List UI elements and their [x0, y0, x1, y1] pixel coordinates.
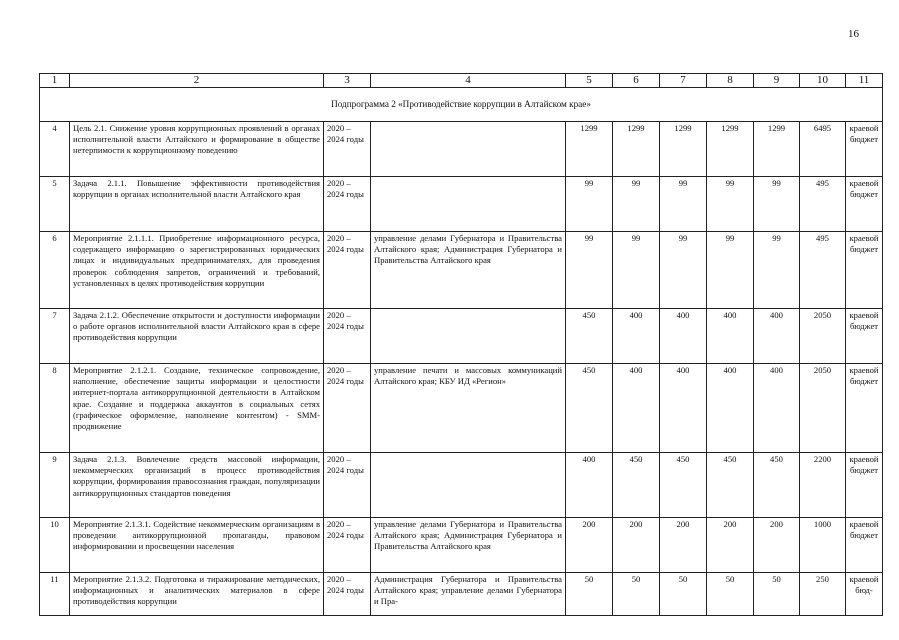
value-2020: 400 — [566, 453, 613, 518]
value-2020: 99 — [566, 232, 613, 309]
table-row — [40, 122, 883, 177]
row-executor — [371, 453, 566, 518]
row-executor: управление печати и массовых коммуникаций Алтайского края; КБУ ИД «Регион» — [371, 364, 566, 453]
row-source: краевой бюджет — [846, 232, 883, 309]
value-total: 250 — [800, 573, 846, 616]
value-2021: 200 — [613, 518, 660, 573]
value-total: 495 — [800, 232, 846, 309]
value-2023: 99 — [707, 232, 754, 309]
row-source: краевой бюджет — [846, 453, 883, 518]
row-source: краевой бюджет — [846, 122, 883, 177]
row-number: 9 — [40, 453, 70, 518]
value-2024: 400 — [754, 309, 800, 364]
value-total: 2050 — [800, 309, 846, 364]
value-2020: 450 — [566, 364, 613, 453]
table-row — [40, 453, 883, 518]
header-cell: 2 — [70, 74, 324, 88]
row-name: Мероприятие 2.1.1.1. Приобретение информационного ресурса, содержащего информацию о зарегистрированных юридических лицах и индивидуальных предпринимателях, для проведения проверок соблюдения запретов, ограничений и требований, установленных в целях противодействия коррупции — [70, 232, 324, 309]
value-2021: 99 — [613, 232, 660, 309]
row-number: 7 — [40, 309, 70, 364]
row-name: Мероприятие 2.1.3.1. Содействие некоммерческим организациям в проведении антикоррупционной пропаганды, правовом информировании и просвещении населения — [70, 518, 324, 573]
row-number: 6 — [40, 232, 70, 309]
row-executor: управление делами Губернатора и Правительства Алтайского края; Администрация Губернатора и Правительства Алтайского края — [371, 232, 566, 309]
value-2024: 200 — [754, 518, 800, 573]
row-source: краевой бюджет — [846, 364, 883, 453]
value-2022: 400 — [660, 309, 707, 364]
program-table — [39, 73, 883, 616]
value-2020: 200 — [566, 518, 613, 573]
row-name: Мероприятие 2.1.3.2. Подготовка и тиражирование методических, информационных и аналитических материалов в сфере противодействия коррупции — [70, 573, 324, 616]
value-total: 1000 — [800, 518, 846, 573]
header-cell: 11 — [846, 74, 883, 88]
row-years: 2020 – 2024 годы — [324, 453, 371, 518]
value-2020: 450 — [566, 309, 613, 364]
value-2022: 400 — [660, 364, 707, 453]
row-name: Мероприятие 2.1.2.1. Создание, техническое сопровождение, наполнение, обеспечение защиты информации и целостности интернет-портала антикоррупционной деятельности в Алтайском крае. Создание и поддержка аккаунтов в социальных сетях (графическое оформление, наполнение контентом) - SMM-продвижение — [70, 364, 324, 453]
value-2023: 99 — [707, 177, 754, 232]
row-source: краевой бюджет — [846, 518, 883, 573]
row-number: 8 — [40, 364, 70, 453]
value-2021: 450 — [613, 453, 660, 518]
row-number: 5 — [40, 177, 70, 232]
value-2024: 400 — [754, 364, 800, 453]
value-2024: 99 — [754, 177, 800, 232]
value-2020: 99 — [566, 177, 613, 232]
value-2022: 99 — [660, 232, 707, 309]
value-2023: 400 — [707, 364, 754, 453]
value-2020: 50 — [566, 573, 613, 616]
header-cell: 7 — [660, 74, 707, 88]
value-2023: 1299 — [707, 122, 754, 177]
header-cell: 9 — [754, 74, 800, 88]
value-2023: 450 — [707, 453, 754, 518]
table-row — [40, 364, 883, 453]
row-executor: Администрация Губернатора и Правительства Алтайского края; управление делами Губернатора и Пра- — [371, 573, 566, 616]
row-source: краевой бюджет — [846, 177, 883, 232]
row-name: Цель 2.1. Снижение уровня коррупционных проявлений в органах исполнительной власти Алтайского и формирование в обществе нетерпимости к коррупционному поведению — [70, 122, 324, 177]
row-years: 2020 – 2024 годы — [324, 518, 371, 573]
value-2021: 99 — [613, 177, 660, 232]
value-total: 495 — [800, 177, 846, 232]
row-source: краевой бюджет — [846, 309, 883, 364]
header-row — [40, 74, 883, 88]
value-2021: 400 — [613, 364, 660, 453]
subprogram-row — [40, 88, 883, 122]
row-years: 2020 – 2024 годы — [324, 122, 371, 177]
table-row — [40, 232, 883, 309]
row-name: Задача 2.1.3. Вовлечение средств массовой информации, некоммерческих организаций в процесс противодействия коррупции, формирования правосознания граждан, популяризации антикоррупционных стандартов поведения — [70, 453, 324, 518]
value-total: 2050 — [800, 364, 846, 453]
value-2022: 450 — [660, 453, 707, 518]
value-2021: 50 — [613, 573, 660, 616]
page-number: 16 — [848, 28, 859, 40]
header-cell: 6 — [613, 74, 660, 88]
row-name: Задача 2.1.1. Повышение эффективности противодействия коррупции в органах исполнительной власти Алтайского края — [70, 177, 324, 232]
value-2022: 200 — [660, 518, 707, 573]
row-executor: управление делами Губернатора и Правительства Алтайского края; Администрация Губернатора и Правительства Алтайского края — [371, 518, 566, 573]
row-executor — [371, 309, 566, 364]
table-row — [40, 573, 883, 616]
table-row — [40, 518, 883, 573]
row-number: 4 — [40, 122, 70, 177]
value-2022: 1299 — [660, 122, 707, 177]
row-years: 2020 – 2024 годы — [324, 177, 371, 232]
value-2023: 400 — [707, 309, 754, 364]
header-cell: 10 — [800, 74, 846, 88]
header-cell: 8 — [707, 74, 754, 88]
row-years: 2020 – 2024 годы — [324, 309, 371, 364]
row-executor — [371, 122, 566, 177]
row-name: Задача 2.1.2. Обеспечение открытости и доступности информации о работе органов исполнительной власти Алтайского края в сфере противодействия коррупции — [70, 309, 324, 364]
row-executor — [371, 177, 566, 232]
header-cell: 4 — [371, 74, 566, 88]
value-total: 6495 — [800, 122, 846, 177]
header-cell: 5 — [566, 74, 613, 88]
value-2022: 99 — [660, 177, 707, 232]
table-row — [40, 177, 883, 232]
value-2023: 200 — [707, 518, 754, 573]
value-2024: 50 — [754, 573, 800, 616]
row-years: 2020 – 2024 годы — [324, 232, 371, 309]
value-2024: 99 — [754, 232, 800, 309]
header-cell: 1 — [40, 74, 70, 88]
value-2022: 50 — [660, 573, 707, 616]
row-number: 11 — [40, 573, 70, 616]
value-2021: 400 — [613, 309, 660, 364]
row-years: 2020 – 2024 годы — [324, 364, 371, 453]
value-2024: 450 — [754, 453, 800, 518]
value-2023: 50 — [707, 573, 754, 616]
subprogram-title: Подпрограмма 2 «Противодействие коррупции в Алтайском крае» — [40, 88, 883, 122]
value-total: 2200 — [800, 453, 846, 518]
value-2021: 1299 — [613, 122, 660, 177]
value-2024: 1299 — [754, 122, 800, 177]
row-years: 2020 – 2024 годы — [324, 573, 371, 616]
row-source: краевой бюд- — [846, 573, 883, 616]
value-2020: 1299 — [566, 122, 613, 177]
table-row — [40, 309, 883, 364]
row-number: 10 — [40, 518, 70, 573]
header-cell: 3 — [324, 74, 371, 88]
